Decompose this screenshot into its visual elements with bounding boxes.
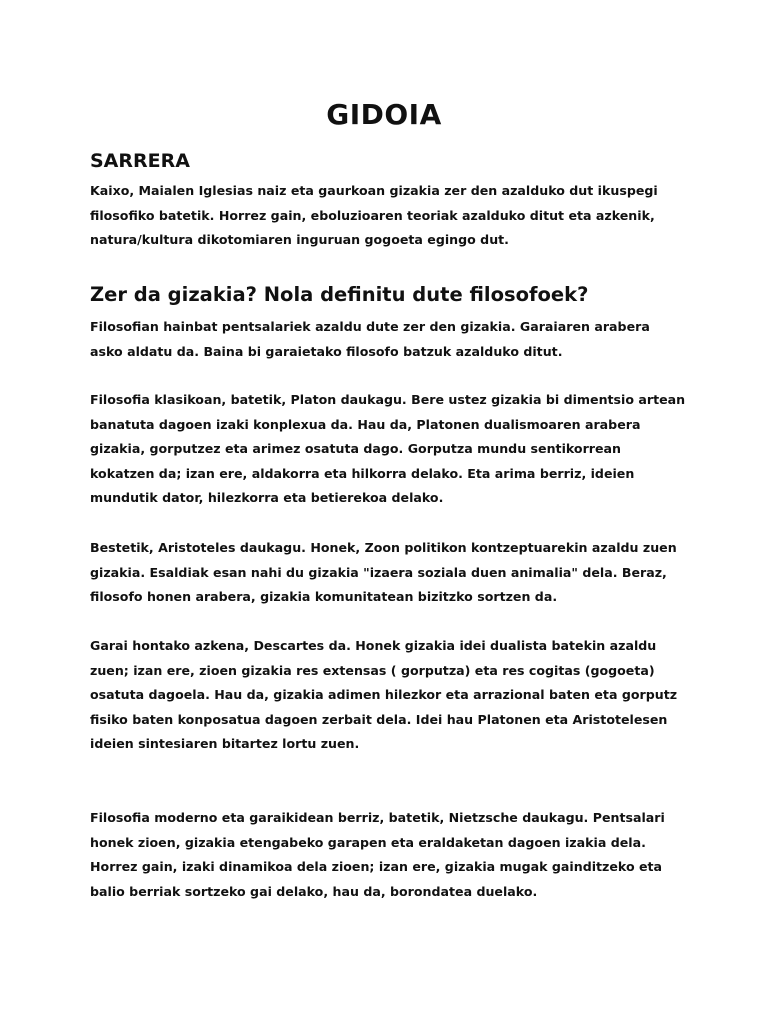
- paragraph-line: asko aldatu da. Baina bi garaietako filosofo batzuk azalduko ditut.: [90, 343, 563, 359]
- paragraph-line: gizakia, gorputzez eta arimez osatuta dago. Gorputza mundu sentikorrean: [90, 441, 622, 457]
- paragraph-2: [90, 388, 690, 511]
- paragraph-line: natura/kultura dikotomiaren inguruan gogoeta egingo dut.: [90, 232, 509, 248]
- intro-paragraph: [90, 179, 690, 253]
- document-title: GIDOIA: [326, 98, 442, 131]
- paragraph-3: [90, 536, 690, 610]
- paragraph-line: Horrez gain, izaki dinamikoa dela zioen; izan ere, gizakia mugak gainditzeko eta: [90, 859, 663, 875]
- paragraph-line: honek zioen, gizakia etengabeko garapen eta eraldaketan dagoen izakia dela.: [90, 834, 646, 850]
- paragraph-1: [90, 315, 690, 364]
- paragraph-line: ideien sintesiaren bitartez lortu zuen.: [90, 736, 360, 752]
- paragraph-line: Filosofian hainbat pentsalariek azaldu dute zer den gizakia. Garaiaren arabera: [90, 319, 650, 334]
- paragraph-line: kokatzen da; izan ere, aldakorra eta hilkorra delako. Eta arima berriz, ideien: [90, 465, 635, 481]
- question-heading: Zer da gizakia? Nola definitu dute filosofoek?: [90, 283, 589, 306]
- paragraph-line: Filosofia klasikoan, batetik, Platon daukagu. Bere ustez gizakia bi dimentsio artean: [90, 392, 686, 407]
- paragraph-line: osatuta dagoela. Hau da, gizakia adimen hilezkor eta arrazional baten eta gorputz: [90, 687, 678, 703]
- paragraph-line: fisiko baten konposatua dagoen zerbait dela. Idei hau Platonen eta Aristotelesen: [90, 711, 668, 727]
- paragraph-line: Garai hontako azkena, Descartes da. Honek gizakia idei dualista batekin azaldu: [90, 638, 657, 653]
- paragraph-5: [90, 806, 690, 904]
- intro-heading: SARRERA: [90, 150, 190, 172]
- paragraph-4: [90, 634, 690, 757]
- paragraph-line: Filosofia moderno eta garaikidean berriz, batetik, Nietzsche daukagu. Pentsalari: [90, 810, 665, 825]
- paragraph-line: banatuta dagoen izaki konplexua da. Hau da, Platonen dualismoaren arabera: [90, 416, 641, 432]
- paragraph-line: filosofiko batetik. Horrez gain, eboluzioaren teoriak azalduko ditut eta azkenik,: [90, 207, 655, 223]
- paragraph-line: filosofo honen arabera, gizakia komunitatean bizitzko sortzen da.: [90, 589, 558, 605]
- paragraph-line: mundutik dator, hilezkorra eta betierekoa delako.: [90, 490, 444, 506]
- paragraph-line: gizakia. Esaldiak esan nahi du gizakia "izaera soziala duen animalia" dela. Beraz,: [90, 564, 667, 580]
- paragraph-line: Bestetik, Aristoteles daukagu. Honek, Zoon politikon kontzeptuarekin azaldu zuen: [90, 540, 677, 555]
- paragraph-line: Kaixo, Maialen Iglesias naiz eta gaurkoan gizakia zer den azalduko dut ikuspegi: [90, 183, 658, 198]
- paragraph-line: balio berriak sortzeko gai delako, hau da, borondatea duelako.: [90, 883, 538, 899]
- paragraph-line: zuen; izan ere, zioen gizakia res extensas ( gorputza) eta res cogitas (gogoeta): [90, 662, 655, 678]
